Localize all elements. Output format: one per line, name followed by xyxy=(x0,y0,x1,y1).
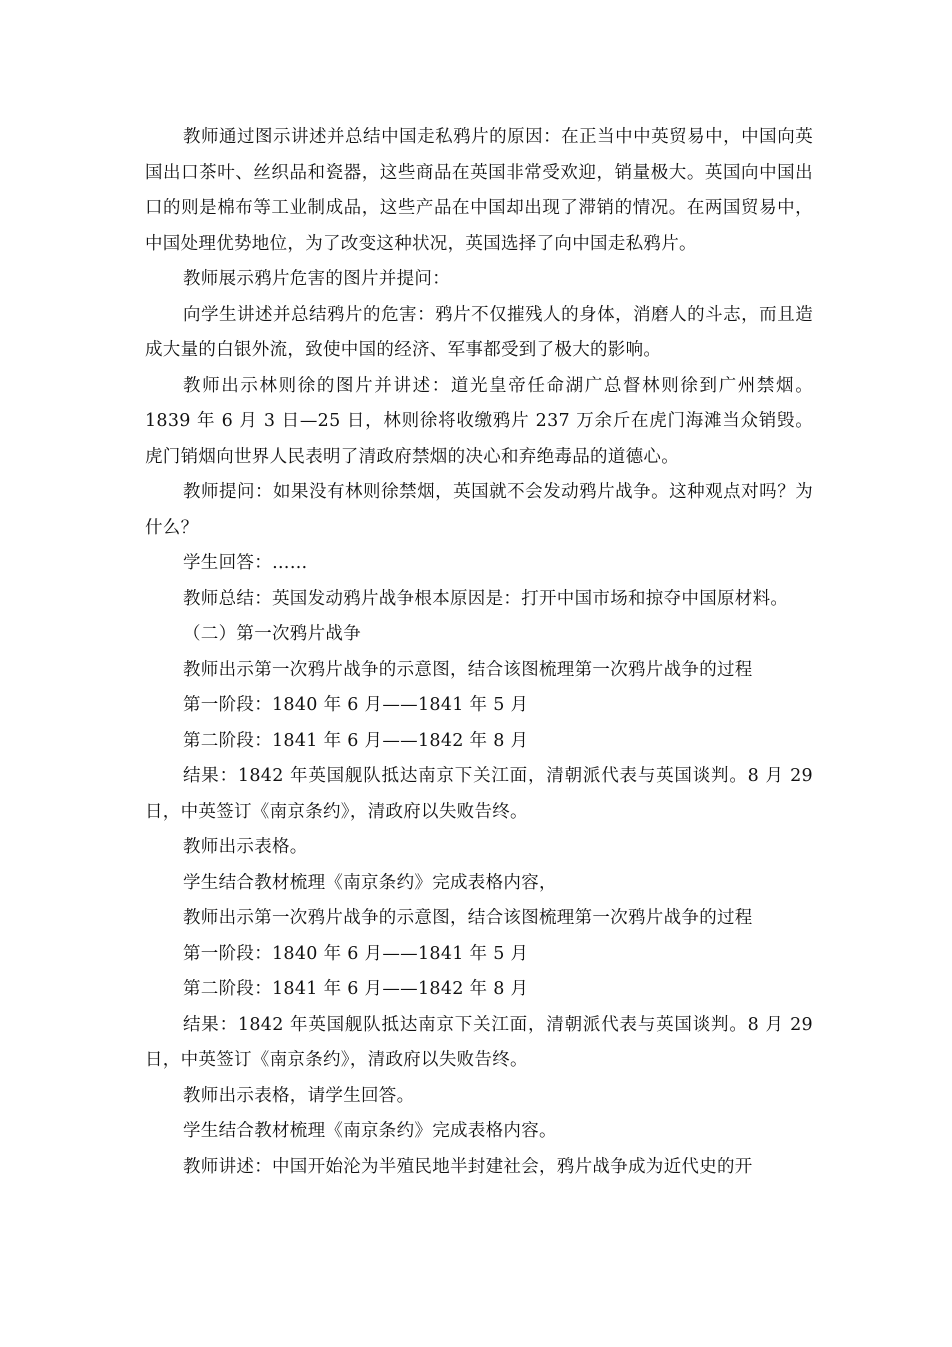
paragraph-stage-one-repeat: 第一阶段：1840 年 6 月——1841 年 5 月 xyxy=(183,943,529,964)
paragraph-student-table: 学生结合教材梳理《南京条约》完成表格内容， xyxy=(183,872,557,893)
paragraph-student-answer: 学生回答：…… xyxy=(183,553,308,573)
paragraph-show-table-answer: 教师出示表格，请学生回答。 xyxy=(183,1085,415,1106)
document-page xyxy=(145,120,813,1185)
paragraph-teacher-lecture: 教师讲述：中国开始沦为半殖民地半封建社会，鸦片战争成为近代史的开 xyxy=(183,1156,753,1177)
paragraph-war-map-repeat: 教师出示第一次鸦片战争的示意图，结合该图梳理第一次鸦片战争的过程 xyxy=(183,908,753,928)
paragraph-student-table-repeat: 学生结合教材梳理《南京条约》完成表格内容。 xyxy=(183,1121,557,1141)
paragraph-stage-two-repeat: 第二阶段：1841 年 6 月——1842 年 8 月 xyxy=(183,979,529,999)
paragraph-teacher-summary: 教师总结：英国发动鸦片战争根本原因是：打开中国市场和掠夺中国原材料。 xyxy=(183,588,789,609)
paragraph-show-table: 教师出示表格。 xyxy=(183,837,308,857)
paragraph-war-map: 教师出示第一次鸦片战争的示意图，结合该图梳理第一次鸦片战争的过程 xyxy=(183,659,753,680)
paragraph-opium-harm-question: 教师展示鸦片危害的图片并提问： xyxy=(183,269,450,289)
paragraph-smuggling-causes: 教师通过图示讲述并总结中国走私鸦片的原因：在正当中中英贸易中，中国向英国出口茶叶、丝织品和瓷器，这些商品在英国非常受欢迎，销量极大。英国向中国出口的则是棉布等工业制成品，这些产品在中国却出现了滞销的情况。在两国贸易中，中国处理优势地位，为了改变这种状况，英国选择了向中国走私鸦片。 xyxy=(145,127,813,254)
paragraph-stage-one: 第一阶段：1840 年 6 月——1841 年 5 月 xyxy=(183,695,529,715)
paragraph-teacher-question: 教师提问：如果没有林则徐禁烟，英国就不会发动鸦片战争。这种观点对吗？为什么？ xyxy=(145,482,813,538)
paragraph-result: 结果：1842 年英国舰队抵达南京下关江面，清朝派代表与英国谈判。8 月 29 日，中英签订《南京条约》，清政府以失败告终。 xyxy=(145,766,813,822)
paragraph-result-repeat: 结果：1842 年英国舰队抵达南京下关江面，清朝派代表与英国谈判。8 月 29 日，中英签订《南京条约》，清政府以失败告终。 xyxy=(145,1014,813,1070)
paragraph-opium-harm-summary: 向学生讲述并总结鸦片的危害：鸦片不仅摧残人的身体，消磨人的斗志，而且造成大量的白银外流，致使中国的经济、军事都受到了极大的影响。 xyxy=(145,304,813,360)
paragraph-lin-zexu: 教师出示林则徐的图片并讲述：道光皇帝任命湖广总督林则徐到广州禁烟。1839 年 6 月 3 日—25 日，林则徐将收缴鸦片 237 万余斤在虎门海滩当众销毁。虎门销烟向世界人民表明了清政府禁烟的决心和弃绝毒品的道德心。 xyxy=(145,375,813,467)
section-heading-first-opium-war: （二）第一次鸦片战争 xyxy=(183,624,361,644)
paragraph-stage-two: 第二阶段：1841 年 6 月——1842 年 8 月 xyxy=(183,730,529,751)
